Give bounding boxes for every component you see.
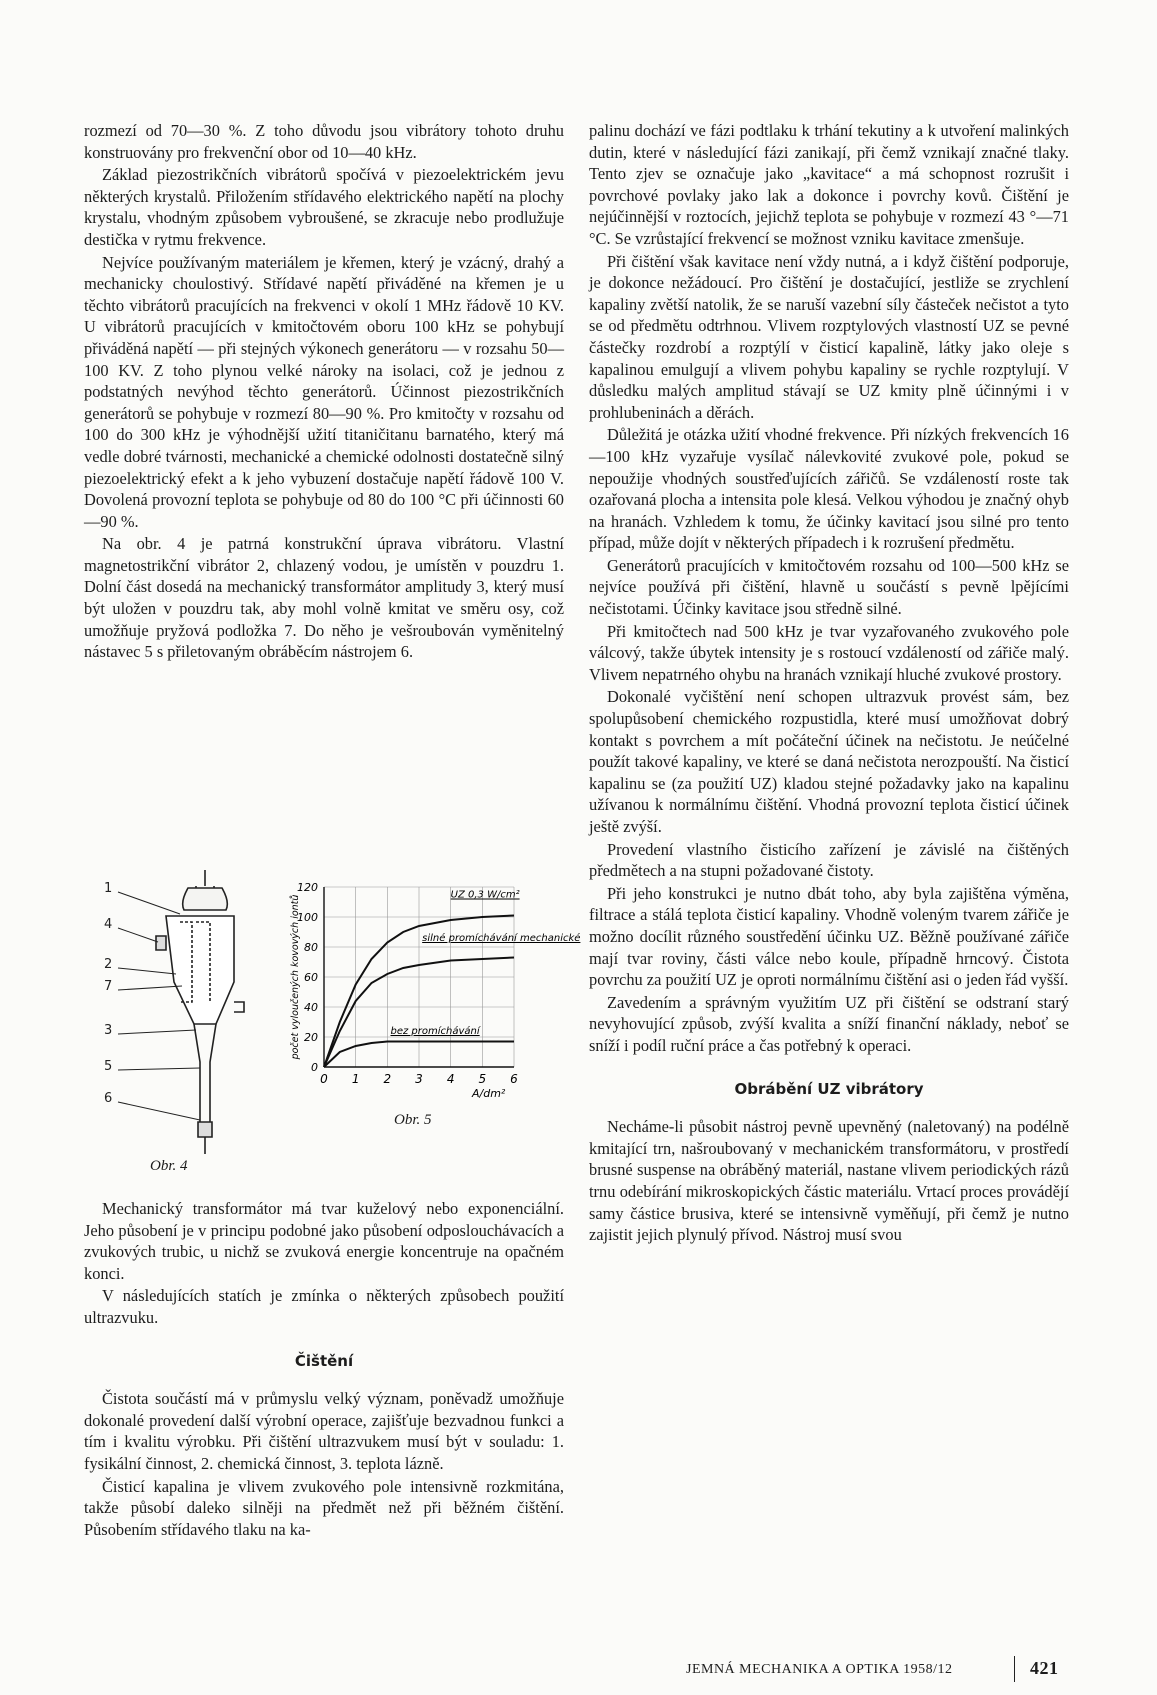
left-column-top xyxy=(84,120,564,664)
fig4-label: 7 xyxy=(104,979,113,994)
publication-name: JEMNÁ MECHANIKA A OPTIKA 1958/12 xyxy=(686,1662,953,1677)
paragraph: Zavedením a správným využitím UZ při čištění se odstraní starý nevyhovující způsob, zvýší kvalita a sníží finanční náklady, neboť se sníží i podíl ruční práce a čas potřebný k operaci. xyxy=(589,992,1069,1055)
fig4-label: 3 xyxy=(104,1023,113,1038)
series-annotation: bez promíchávání xyxy=(390,1026,480,1037)
paragraph: Na obr. 4 je patrná konstrukční úprava vibrátoru. Vlastní magnetostrikční vibrátor 2, chlazený vodou, je umístěn v pouzdru 1. Dolní část dosedá na mechanický transformátor amplitudy 3, který musí být uložen v pouzdru tak, aby mohl volně kmitat ve směru osy, což umožňuje pryžová podložka 7. Do něho je vešroubován vyměnitelný nástavec 5 s přiletovaným obráběcím nástrojem 6. xyxy=(84,534,564,662)
figures-area xyxy=(84,862,581,1182)
paragraph: Dokonalé vyčištění není schopen ultrazvuk provést sám, bez spolupůsobení chemického rozpustidla, které musí umožňovat dobrý kontakt s povrchem a mít počáteční účinek na nečistotu. Je neúčelné použít takové kapaliny, ve které se daná nečistota nerozpouští. Na čisticí kapalinu se (za použití UZ) kladou stejné požadavky jako na kapalinu užívanou k normálnímu čištění. Vhodná provozní teplota čisticí účinek ještě zvýší. xyxy=(589,687,1069,836)
x-tick-label: 2 xyxy=(383,1072,392,1086)
fig4-label: 6 xyxy=(104,1091,113,1106)
fig5-chart xyxy=(284,862,581,1112)
x-tick-label: 5 xyxy=(478,1072,487,1086)
page-number: 421 xyxy=(1030,1658,1059,1678)
fig4-label: 5 xyxy=(104,1059,113,1074)
x-tick-label: 6 xyxy=(510,1072,518,1086)
paragraph: Nejvíce používaným materiálem je křemen, který je vzácný, drahý a mechanicky choulostivý. Střídavé napětí přiváděné na křemen je u těchto vibrátorů pracujících na frekvenci v okolí 1 MHz řádově 10 KV. U vibrátorů pracujících v kmitočtovém oboru 100 kHz se pohybují přiváděná napětí — při stejných výkonech generátoru — v rozsahu 50—100 KV. Z toho plynou velké nároky na isolaci, což je jednou z podstatných nevýhod těchto generátorů. Účinnost piezostrikčních generátorů se pohybuje v rozmezí 80—90 %. Pro kmitočty v rozsahu od 100 do 300 kHz je výhodnější užití titaničitanu barnatého, který má vedle dobré tvárnosti, mechanické a chemické odolnosti dostatečně silný piezoelektrický efekt a k jeho vybuzení dostačuje napětí řádově 100 V. Dovolená provozní teplota se pohybuje od 80 do 100 °C při účinnosti 60—90 %. xyxy=(84,252,564,531)
paragraph: Při jeho konstrukci je nutno dbát toho, aby byla zajištěna výměna, filtrace a stálá teplota čisticí kapaliny. Vhodně voleným tvarem zářiče je možno docílit různého soustředění účinku UZ. Běžně používané zářiče mají tvar roviny, části válce nebo koule, případně hrncový. Čistota povrchu za použití UZ je oproti normálnímu čištění asi o jeden řád vyšší. xyxy=(589,883,1069,990)
x-tick-label: 4 xyxy=(446,1072,455,1086)
section-heading-cisteni: Čištění xyxy=(294,1351,354,1370)
left-column-bottom xyxy=(84,1198,564,1541)
y-axis-label: počet vyloučených kovových iontů xyxy=(290,894,301,1060)
fig4-vibrator-drawing xyxy=(84,862,284,1162)
series-annotation: UZ 0,3 W/cm² xyxy=(450,889,520,901)
x-tick-label: 1 xyxy=(351,1072,360,1086)
paragraph: Důležitá je otázka užití vhodné frekvence. Při nízkých frekvencích 16—100 kHz vyzařuje vysílač nálevkovité zvukové pole, pokud se nepoužije vhodných soustřeďujících zářičů. Se vzdáleností roste tak ozařovaná plocha a intensita pole klesá. Velkou výhodou je značný ohyb na hranách. Vzhledem k tomu, že účinky kavitací jsou silné pro tento případ, může dojít v některých případech i k rozrušení předmětu. xyxy=(589,425,1069,553)
right-column xyxy=(589,120,1069,1247)
paragraph: V následujících statích je zmínka o některých způsobech použití ultrazvuku. xyxy=(84,1286,564,1327)
paragraph: Při čištění však kavitace není vždy nutná, a i když čištění podporuje, je dokonce nežádoucí. Pro čištění je dostačující, jestliže se zrychlení kapaliny zvětší natolik, že se naruší vazební síly částeček nečistot a tyto se od předmětu odtrhnou. Vlivem rozptylových vlastností UZ se pevné částečky rozdrobí a rozptýlí v čisticí kapalině, látky jako oleje s kapalinou emulgují a vlivem pohybu kapaliny se rychle rozptylují. V důsledku malých amplitud stávají se UZ kmity plně účinnými i v prohlubeninách a děrách. xyxy=(589,251,1069,422)
y-tick-label: 100 xyxy=(297,911,318,924)
paragraph: Při kmitočtech nad 500 kHz je tvar vyzařovaného zvukového pole válcový, takže úbytek intensity je s rostoucí vzdáleností od zářiče malý. Vlivem nepatrného ohybu na hranách vznikají hluché zvukové prostory. xyxy=(589,621,1069,684)
fig4-caption: Obr. 4 xyxy=(150,1158,188,1174)
y-tick-label: 40 xyxy=(304,1001,318,1014)
paragraph: Necháme-li působit nástroj pevně upevněný (naletovaný) na podélně kmitající trn, našroubovaný v mechanickém transformátoru, v prostředí brusné suspense na obráběný materiál, nastane vlivem periodických rázů trnu odebírání mikroskopických částic materiálu. Vrtací proces provádějí samy částice brusiva, které se intensivně vyměňují, při čemž je nutno zajistit jejich plynulý přívod. Nástroj musí svou xyxy=(589,1117,1069,1245)
paragraph: Základ piezostrikčních vibrátorů spočívá v piezoelektrickém jevu některých krystalů. Přiložením střídavého elektrického napětí na plochy krystalu, vhodným způsobem vybroušené, se zkracuje nebo prodlužuje destička v rytmu frekvence. xyxy=(84,165,564,249)
fig4-label: 2 xyxy=(104,957,113,972)
paragraph: Čisticí kapalina je vlivem zvukového pole intensivně rozkmitána, takže působí daleko silněji na předmět než při běžném čištění. Působením střídavého tlaku na ka- xyxy=(84,1476,564,1539)
section-heading-obrabeni: Obrábění UZ vibrátory xyxy=(734,1079,924,1098)
fig4-label: 4 xyxy=(104,917,113,932)
series-annotation: silné promíchávání mechanické xyxy=(422,933,581,944)
y-tick-label: 80 xyxy=(304,941,318,954)
x-tick-label: 0 xyxy=(320,1072,328,1086)
fig4-label: 1 xyxy=(104,881,113,896)
paragraph: palinu dochází ve fázi podtlaku k trhání tekutiny a k utvoření malinkých dutin, které v následující fázi zanikají, při čemž vznikají značné tlaky. Tento zjev se označuje jako „kavitace“ a má schopnost rozrušit i povrchové povlaky jako lak a dokonce i povrchy kovů. Čištění je nejúčinnější v roztocích, jejichž teplota se pohybuje v rozmezí 43 °—71 °C. Se vzrůstající frekvencí se možnost vzniku kavitace zmenšuje. xyxy=(589,121,1069,248)
y-tick-label: 0 xyxy=(311,1061,318,1074)
paragraph: Generátorů pracujících v kmitočtovém rozsahu od 100—500 kHz se nejvíce používá při čištění, hlavně u součástí s pevně lpějícími nečistotami. Účinky kavitace jsou středně silné. xyxy=(589,555,1069,619)
paragraph: Mechanický transformátor má tvar kuželový nebo exponenciální. Jeho působení je v principu podobné jako působení odposlouchávacích a zvukových trubic, u nichž se zvuková energie koncentruje na opačném konci. xyxy=(84,1199,564,1283)
y-tick-label: 60 xyxy=(304,971,318,984)
y-tick-label: 120 xyxy=(297,881,318,894)
y-tick-label: 20 xyxy=(304,1031,318,1044)
footer-divider xyxy=(1014,1656,1015,1682)
x-axis-label: A/dm² xyxy=(471,1087,506,1100)
fig5-caption: Obr. 5 xyxy=(394,1112,432,1128)
x-tick-label: 3 xyxy=(415,1072,423,1086)
paragraph: rozmezí od 70—30 %. Z toho důvodu jsou vibrátory tohoto druhu konstruovány pro frekvenční obor od 10—40 kHz. xyxy=(84,121,564,162)
paragraph: Provedení vlastního čisticího zařízení je závislé na čištěných předmětech a na stupni požadované čistoty. xyxy=(589,839,1069,881)
paragraph: Čistota součástí má v průmyslu velký význam, poněvadž umožňuje dokonalé provedení další výrobní operace, zajišťuje bezvadnou funkci a tím i kvalitu výrobku. Při čištění ultrazvukem musí být v souladu: 1. fysikální činnost, 2. chemická činnost, 3. teplota lázně. xyxy=(84,1389,564,1473)
